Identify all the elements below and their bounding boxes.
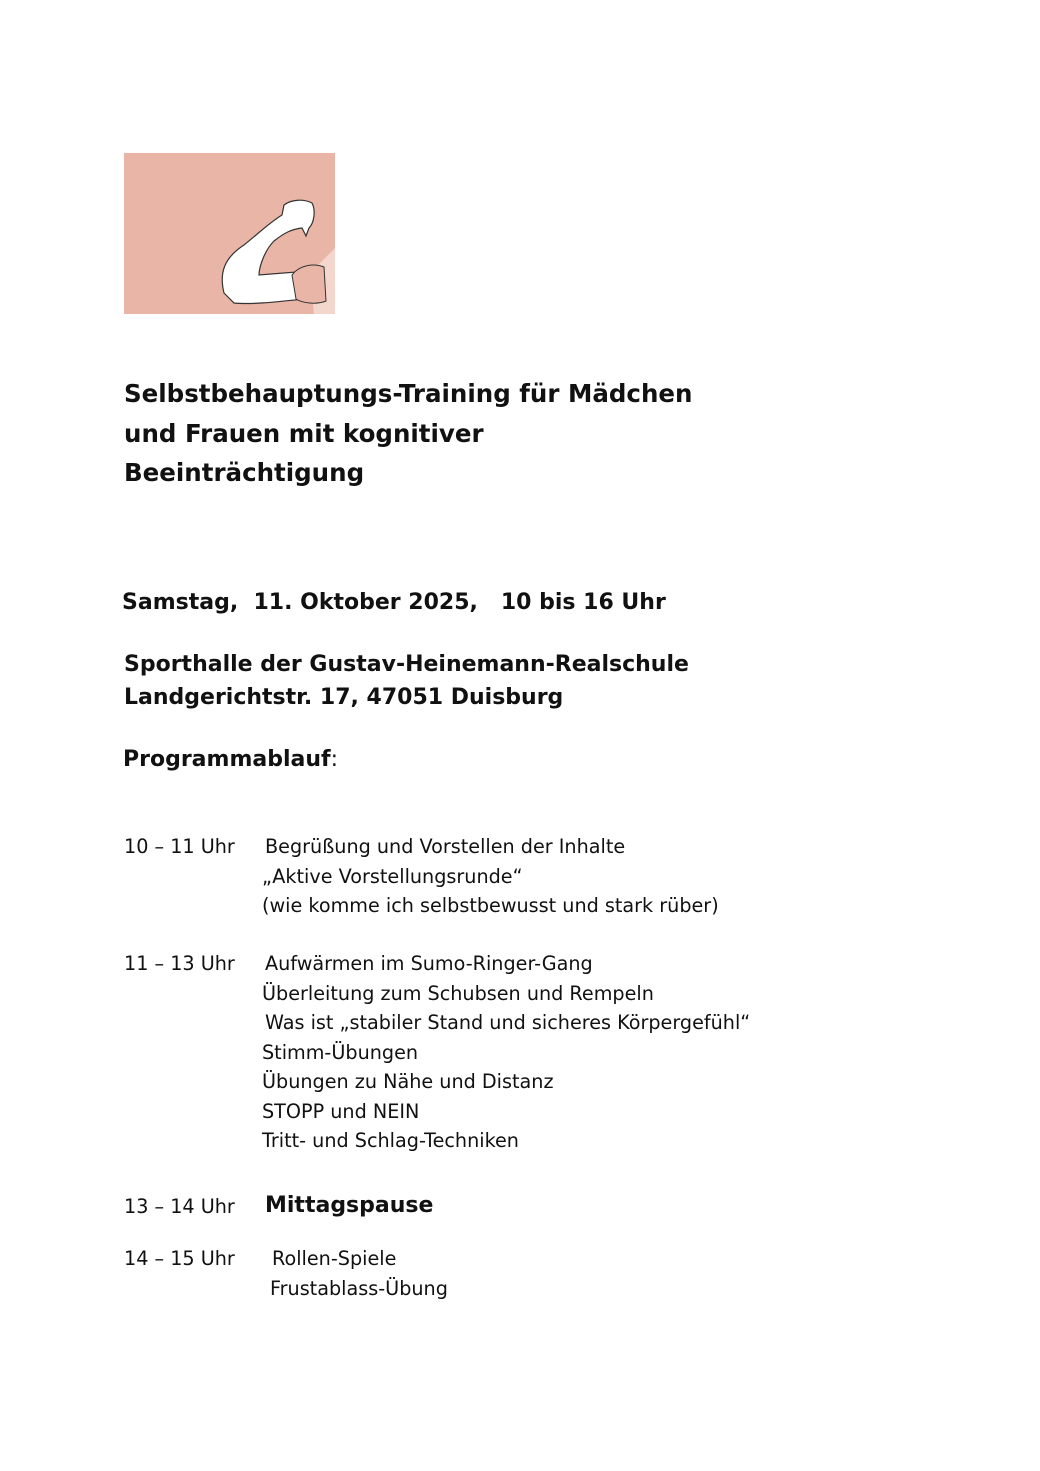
schedule-time: 10 – 11 Uhr [124,835,235,858]
schedule-item: Frustablass-Übung [270,1276,448,1300]
flexed-arm-illustration [124,153,335,314]
program-heading-colon: : [330,747,339,772]
title-line: Beeinträchtigung [124,458,365,487]
title-line: Selbstbehauptungs-Training für Mädchen [124,379,693,408]
schedule-item: Begrüßung und Vorstellen der Inhalte [265,835,626,858]
schedule-item: STOPP und NEIN [262,1099,420,1123]
schedule-item: Mittagspause [265,1193,434,1218]
schedule-time: 13 – 14 Uhr [124,1195,235,1218]
program-heading [123,747,338,772]
schedule-item: (wie komme ich selbstbewusst und stark rüber) [262,894,719,917]
venue: Sporthalle der Gustav-Heinemann-Realschule [124,652,689,677]
schedule-item: Was ist „stabiler Stand und sicheres Körpergefühl“ [265,1011,751,1034]
schedule-item: „Aktive Vorstellungsrunde“ [262,864,523,888]
schedule-item: Stimm-Übungen [262,1040,419,1064]
schedule-item: Tritt- und Schlag-Techniken [262,1129,519,1152]
program-heading-text: Programmablauf [123,747,331,772]
schedule-items [262,949,750,1156]
page-title [124,374,692,493]
schedule-item: Rollen-Spiele [272,1247,397,1270]
schedule-items [262,832,719,921]
event-date: Samstag, 11. Oktober 2025, 10 bis 16 Uhr [122,590,666,615]
schedule-item: Aufwärmen im Sumo-Ringer-Gang [265,952,593,975]
title-line: und Frauen mit kognitiver [124,418,484,448]
address: Landgerichtstr. 17, 47051 Duisburg [124,685,564,710]
schedule-time: 14 – 15 Uhr [124,1247,235,1270]
schedule-item: Übungen zu Nähe und Distanz [262,1070,554,1093]
schedule-item: Überleitung zum Schubsen und Rempeln [262,981,654,1005]
schedule-time: 11 – 13 Uhr [124,952,235,975]
schedule-items [265,1191,433,1220]
schedule-items [270,1244,448,1303]
